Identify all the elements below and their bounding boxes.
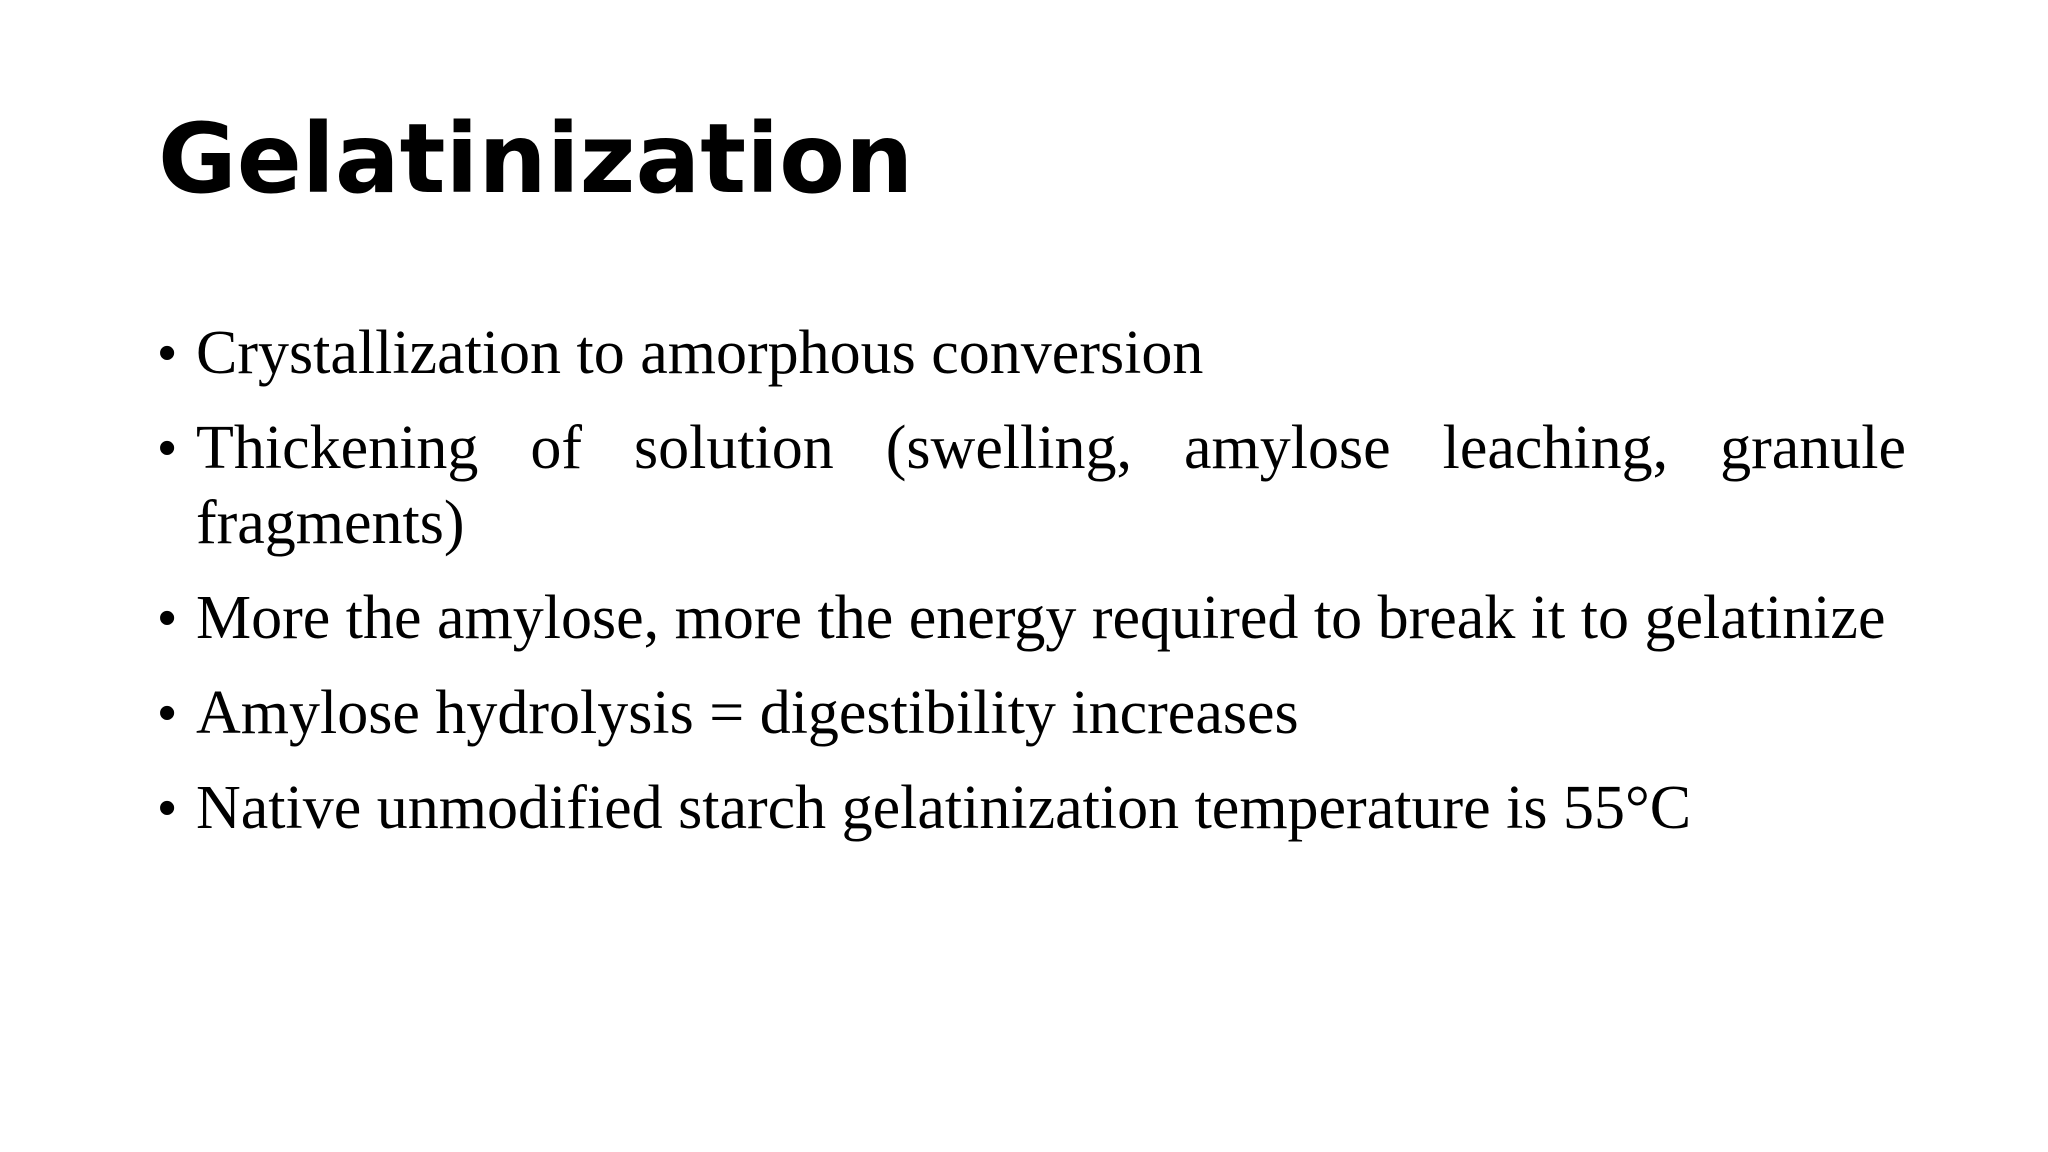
bullet-icon: • <box>158 419 177 477</box>
bullet-text: Crystallization to amorphous conversion <box>196 319 1204 387</box>
bullet-icon: • <box>158 589 177 647</box>
bullet-item <box>158 581 1906 656</box>
bullet-item <box>158 676 1906 751</box>
bullet-text: More the amylose, more the energy required to break it to gelatinize <box>196 584 1886 652</box>
bullet-icon: • <box>158 324 177 382</box>
bullet-text: Thickening of solution (swelling, amylose leaching, granule fragments) <box>196 414 1906 557</box>
bullet-text: Native unmodified starch gelatinization temperature is 55°C <box>196 774 1692 842</box>
bullet-list <box>158 316 1906 866</box>
bullet-item <box>158 411 1906 561</box>
bullet-icon: • <box>158 684 177 742</box>
bullet-item <box>158 771 1906 846</box>
slide-title: Gelatinization <box>158 103 914 215</box>
bullet-text: Amylose hydrolysis = digestibility increases <box>196 679 1299 747</box>
bullet-icon: • <box>158 779 177 837</box>
bullet-item <box>158 316 1906 391</box>
